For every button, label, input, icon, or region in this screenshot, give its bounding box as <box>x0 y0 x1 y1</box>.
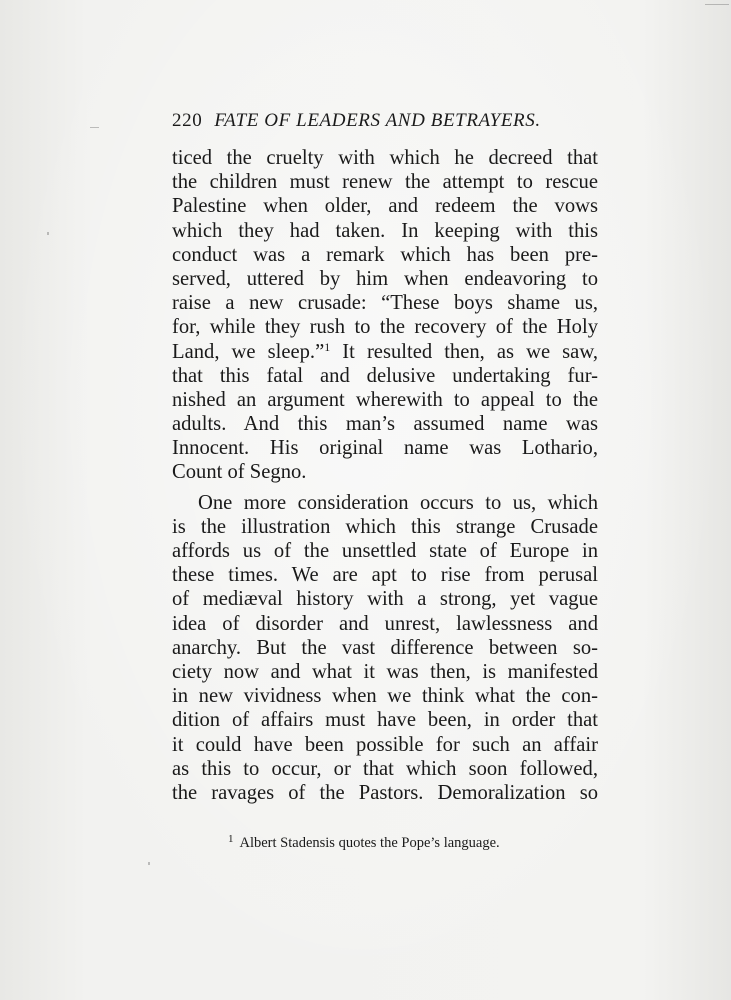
text-line-with-footnote-ref <box>172 340 598 364</box>
text-line: Innocent. His original name was Lothario, <box>172 437 598 460</box>
text-line: served, uttered by him when endeavoring to <box>172 267 598 290</box>
page-number: 220 <box>172 110 203 131</box>
text-line: ticed the cruelty with which he decreed that <box>172 147 598 169</box>
footnote-reference[interactable]: 1 <box>324 339 331 354</box>
margin-mark <box>705 4 729 5</box>
running-head <box>172 108 572 134</box>
margin-mark <box>148 862 150 865</box>
text-line: adults. And this man’s assumed name was <box>172 413 598 436</box>
text-line: these times. We are apt to rise from perusal <box>172 564 598 587</box>
text-line: in new vividness when we think what the con- <box>172 685 598 708</box>
text-line: Palestine when older, and redeem the vows <box>172 195 598 218</box>
text-segment: It resulted then, as we saw, <box>342 340 599 363</box>
text-line: nished an argument wherewith to appeal to the <box>172 388 598 411</box>
text-line: the ravages of the Pastors. Demoralization so <box>172 781 598 804</box>
text-line: affords us of the unsettled state of Europe in <box>172 540 598 562</box>
text-line: is the illustration which this strange Crusade <box>172 515 598 538</box>
footnote <box>228 833 568 853</box>
footnote-marker: 1 <box>228 833 234 845</box>
text-line: One more consideration occurs to us, which <box>198 491 598 514</box>
text-line: anarchy. But the vast difference between so- <box>172 636 598 659</box>
text-line: of mediæval history with a strong, yet vague <box>172 588 598 611</box>
text-segment: Land, we sleep.” <box>172 340 325 363</box>
text-line: conduct was a remark which has been pre- <box>172 243 598 266</box>
margin-mark <box>47 232 49 235</box>
text-line: that this fatal and delusive undertaking fur- <box>172 364 598 387</box>
text-line: it could have been possible for such an affair <box>172 733 598 756</box>
text-line: raise a new crusade: “These boys shame us, <box>172 292 598 315</box>
text-line: which they had taken. In keeping with this <box>172 219 598 242</box>
text-line: ciety now and what it was then, is manifested <box>172 660 598 683</box>
body-text <box>172 146 598 805</box>
text-line: idea of disorder and unrest, lawlessness and <box>172 612 598 635</box>
margin-mark <box>90 127 99 128</box>
text-line: as this to occur, or that which soon followed, <box>172 757 598 780</box>
running-head-title: FATE OF LEADERS AND BETRAYERS. <box>214 110 541 131</box>
footnote-text: Albert Stadensis quotes the Pope’s language. <box>239 835 500 851</box>
text-line: for, while they rush to the recovery of the Holy <box>172 316 598 339</box>
text-line: the children must renew the attempt to rescue <box>172 171 598 194</box>
text-line: dition of affairs must have been, in order that <box>172 709 598 732</box>
text-line: Count of Segno. <box>172 461 307 484</box>
